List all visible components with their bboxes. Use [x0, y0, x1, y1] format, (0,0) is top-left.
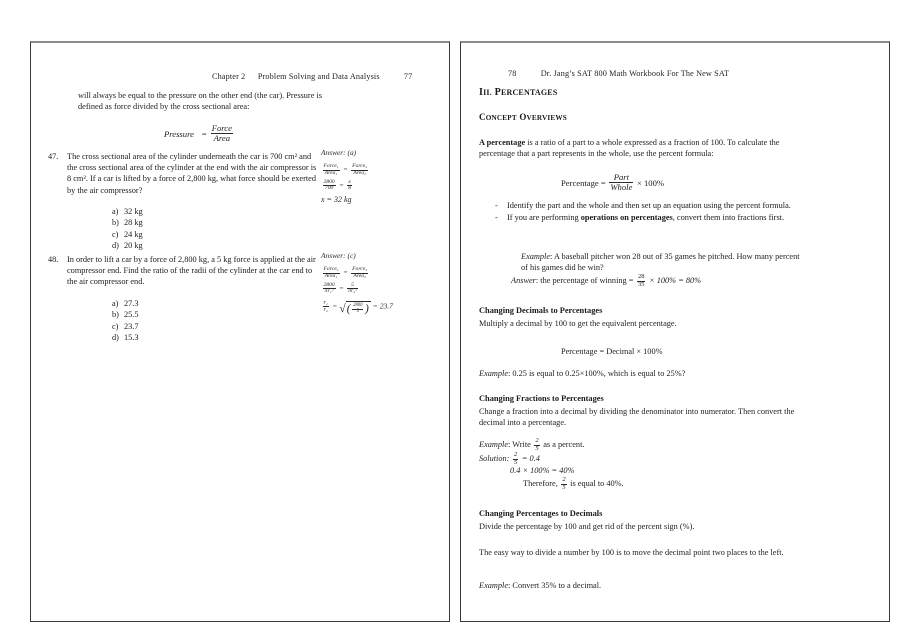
running-head-right: [508, 69, 729, 78]
section-heading-percentages: III. PERCENTAGES: [479, 87, 558, 98]
choice-item[interactable]: [112, 309, 139, 320]
question-47-number: 47.: [48, 152, 59, 161]
changing-percentages-body2: The easy way to divide a number by 100 is to move the decimal point two places to the left.: [479, 548, 784, 557]
answer-47-step-1: [321, 164, 431, 177]
changing-fractions-body: Change a fraction into a decimal by dividing the denominator into numerator. Then convert the decimal into a percentage.: [479, 407, 795, 428]
frac-den: Area₂: [353, 169, 366, 176]
bullet-dash: -: [495, 213, 498, 223]
example-tail: as a percent.: [543, 439, 585, 449]
answer-text: : the percentage of winning =: [535, 275, 634, 285]
frac-den: Area₂: [353, 272, 366, 279]
frac-num: 28: [638, 273, 645, 280]
pressure-denominator: Area: [213, 132, 230, 143]
frac-den: 5: [562, 483, 566, 491]
choice-value: 20 kg: [124, 240, 143, 250]
pressure-formula-left: Pressure: [164, 129, 194, 140]
changing-percentages-body: Divide the percentage by 100 and get rid of the percent sign (%).: [479, 522, 695, 531]
choice-value: 28 kg: [124, 218, 143, 228]
bullet-text-after: , convert them into fractions first.: [672, 213, 785, 223]
answer-48-step-2: [321, 283, 431, 296]
example-label: Example: [479, 369, 509, 378]
pressure-numerator: Force: [211, 123, 232, 133]
choice-value: 25.5: [124, 310, 139, 320]
frac-den: 35: [638, 280, 645, 288]
example-text: : Write: [508, 439, 531, 449]
frac-num: Part: [609, 173, 633, 183]
solution-line3-fraction: [561, 477, 566, 491]
bullet-text-bold: operations on percentages: [580, 213, 673, 223]
question-47-answer: [321, 148, 431, 208]
frac-den: Area₁: [324, 169, 338, 176]
choice-label: c): [112, 229, 119, 239]
frac-den: 5: [356, 308, 359, 314]
frac-den: 8: [348, 185, 351, 192]
frac-num: Force₂: [352, 163, 368, 169]
choice-item[interactable]: [112, 321, 139, 332]
frac-num: x: [348, 178, 351, 185]
equals-sign: =: [342, 268, 348, 277]
example-fraction: [534, 438, 539, 452]
pressure-formula-fraction: [211, 124, 233, 143]
frac-num: 2: [514, 451, 518, 458]
question-48-answer: [321, 251, 431, 318]
frac-den: 5: [535, 444, 539, 452]
pitcher-fraction: [637, 274, 645, 288]
running-head-title: Problem Solving and Data Analysis: [257, 72, 380, 81]
answer-48-step-1: [321, 267, 431, 280]
page-left-77: [30, 41, 450, 622]
equals-sign: =: [339, 180, 344, 189]
answer-tail: × 100% = 80%: [649, 275, 702, 285]
question-48-choices: [112, 298, 139, 343]
choice-label: a): [112, 299, 119, 308]
percent-formula: [561, 173, 664, 192]
frac-num: 5: [347, 283, 358, 290]
choice-item[interactable]: [112, 206, 143, 217]
choice-value: 24 kg: [124, 229, 143, 239]
bullet-text: Identify the part and the whole and then set up an equation using the percent formula.: [507, 201, 791, 210]
solution-line3-before: Therefore,: [523, 478, 558, 488]
question-48-number: 48.: [48, 255, 59, 264]
frac-den: Whole: [610, 181, 633, 192]
question-47-text: The cross sectional area of the cylinder underneath the car is 700 cm² and the cross sectional area of the cylinder at the end with the air compressor is 8 cm². If a car is lifted by a force of 2,800 kg, what force should be exerted by the air compressor?: [67, 152, 317, 195]
answer-48-step-3: [321, 300, 431, 315]
answer-48-label: Answer: (c): [321, 251, 356, 260]
answer-47-label: Answer: (a): [321, 148, 357, 157]
choice-item[interactable]: [112, 229, 143, 240]
solution-line3-after: is equal to 40%.: [570, 478, 624, 488]
solution-label: Solution:: [479, 453, 510, 463]
example-pitcher-answer: [511, 274, 701, 288]
heading-changing-percentages: Changing Percentages to Decimals: [479, 509, 603, 518]
answer-47-step-2: [321, 180, 431, 193]
decimals-formula: Percentage = Decimal × 100%: [561, 347, 663, 356]
page-number-left: 77: [403, 72, 413, 81]
bullet-item: [495, 200, 805, 211]
changing-decimals-body: Multiply a decimal by 100 to get the equivalent percentage.: [479, 319, 677, 328]
definition-lead: A percentage: [479, 138, 526, 147]
intro-paragraph: will always be equal to the pressure on the other end (the car). Pressure is defined as force divided by the cross sectional area:: [78, 91, 322, 112]
frac-num: 2: [562, 476, 566, 483]
choice-value: 15.3: [124, 332, 139, 342]
pressure-formula-equals: =: [201, 129, 208, 140]
definition-rest: is a ratio of a part to a whole expressed as a fraction of 100. To calculate the percentage that a part represents in the whole, use the percent formula:: [479, 138, 780, 159]
frac-den: 5: [514, 458, 518, 466]
percent-formula-left: Percentage =: [561, 178, 606, 189]
frac-num: Force₁: [323, 163, 339, 169]
frac-num: r₁: [323, 300, 328, 307]
frac-den: πr₁²: [324, 288, 334, 295]
bullet-dash: -: [495, 201, 498, 210]
frac-den: Area₁: [324, 272, 338, 279]
example-text: : Convert 35% to a decimal.: [508, 581, 602, 590]
choice-item[interactable]: [112, 298, 139, 309]
frac-num: 2: [535, 437, 539, 444]
choice-label: d): [112, 332, 119, 342]
page-number-right: 78: [508, 69, 517, 78]
choice-label: a): [112, 207, 119, 216]
example-text: : A baseball pitcher won 28 out of 35 games he pitched. How many percent of his games did he win?: [521, 252, 800, 273]
answer-label: Answer: [511, 275, 536, 285]
percentage-bullets: [495, 200, 805, 224]
frac-num: 2800: [353, 302, 363, 308]
frac-num: Force₂: [352, 266, 368, 272]
choice-item[interactable]: [112, 217, 143, 228]
example-decimals: [479, 368, 685, 379]
example-text: : 0.25 is equal to 0.25×100%, which is equal to 25%?: [508, 369, 686, 378]
answer-47-step-3: x = 32 kg: [321, 195, 352, 205]
choice-label: b): [112, 310, 119, 320]
solution-line-3: [523, 477, 624, 491]
percentage-definition: [479, 137, 801, 159]
equals-sign: =: [332, 301, 338, 311]
choice-value: 23.7: [124, 321, 139, 331]
frac-num: 2800: [323, 178, 335, 185]
page-right-78: [460, 41, 890, 622]
bullet-item: [495, 212, 805, 223]
percent-formula-tail: × 100%: [636, 178, 665, 189]
frac-den: 700: [324, 185, 334, 192]
example-pitcher: [521, 251, 806, 273]
heading-changing-decimals: Changing Decimals to Percentages: [479, 306, 603, 315]
solution-equation: = 0.4: [521, 453, 540, 463]
choice-label: b): [112, 218, 119, 228]
square-root-expression: √( $\frac{2800}{5}$ ): [339, 302, 369, 316]
choice-item[interactable]: [112, 332, 139, 343]
question-48-text: In order to lift a car by a force of 2,800 kg, a 5 kg force is applied at the air compressor end. Find the ratio of the radii of the cylinder at the car end to the air compressor end.: [67, 255, 316, 287]
choice-label: d): [112, 240, 119, 250]
radical-icon: √: [339, 302, 346, 316]
choice-value: 32 kg: [124, 207, 143, 216]
example-label: Example: [479, 581, 509, 590]
concept-overviews-heading: CONCEPT OVERVIEWS: [479, 112, 568, 122]
solution-line-2: 0.4 × 100% = 40%: [510, 466, 575, 475]
answer-48-result: = 23.7: [372, 301, 393, 311]
example-label: Example: [521, 252, 551, 261]
example-label: Example: [479, 439, 509, 449]
running-head-left: [212, 72, 412, 81]
question-47-choices: [112, 206, 143, 251]
bullet-text-before: If you are performing: [507, 213, 581, 223]
example-convert-35: [479, 580, 601, 591]
percent-formula-fraction: [609, 173, 633, 192]
equals-sign: =: [342, 165, 348, 174]
choice-item[interactable]: [112, 240, 143, 251]
frac-den: πr₂²: [348, 288, 357, 295]
heading-changing-fractions: Changing Fractions to Percentages: [479, 394, 604, 403]
equals-sign: =: [339, 283, 344, 292]
frac-num: 2800: [323, 281, 335, 288]
frac-num: Force₁: [323, 266, 339, 272]
running-head-chapter: Chapter 2: [212, 72, 246, 81]
choice-value: 27.3: [124, 299, 139, 308]
choice-label: c): [112, 321, 119, 331]
frac-den: r₂: [323, 307, 328, 314]
example-fraction-write: [479, 438, 584, 452]
running-head-book-title: Dr. Jang’s SAT 800 Math Workbook For The New SAT: [540, 69, 730, 78]
pressure-formula: [164, 124, 234, 143]
